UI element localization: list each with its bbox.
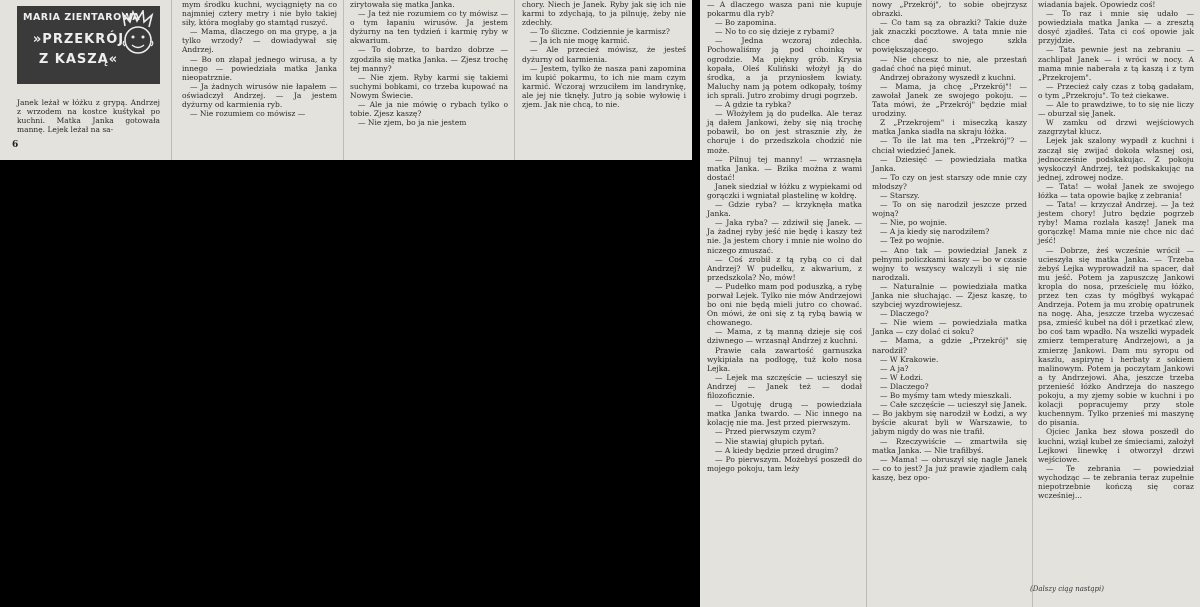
paragraph: — To dobrze, to bardzo dobrze — zgodziła się matka Janka. — Zjesz trochę tej manny? (350, 45, 508, 73)
paragraph: — Tata pewnie jest na zebraniu — zachlipał Janek — i wróci w nocy. A mama mnie naberała z tą kaszą i z tym „Przekrojem". (1038, 45, 1194, 82)
story-title (31, 30, 126, 70)
paragraph: — A kiedy będzie przed drugim? (715, 445, 839, 455)
title-line-1: »PRZEKRÓJ (32, 32, 125, 47)
paragraph: — Lejek ma szczęście — ucieszył się Andrzej — Janek też — dodał filozoficznie. (707, 372, 862, 401)
paragraph: — Ja też nie rozumiem co ty mówisz — o tym łapaniu wirusów. Ja jestem dyżurny na ten tydzień i karmię ryby w akwarium. (350, 9, 508, 46)
paragraph: — Coś zrobił z tą rybą co ci dał Andrzej? W pudełku, z akwarium, z przedszkola? No, mów! (707, 254, 862, 282)
paragraph: — Ugotuję drugą — powiedziała matka Janka twardo. — Nic innego na kolację nie ma. Jest przed pierwszym. (707, 400, 862, 428)
paragraph: — Pudełko mam pod poduszką, a rybę porwał Lejek. Tylko nie mów Andrzejowi bo oni nie będą mieli jutro co chować. On mówi, że oni się z tą rybą bawią w chowanego. (707, 281, 862, 328)
paragraph: — Ja żadnych wirusów nie łapałem — oświadczył Andrzej. — Ja jestem dyżurny od karmienia ryb. (182, 81, 337, 110)
paragraph: nowy „Przekrój", to sobie obejrzysz obrazki. (872, 0, 1027, 19)
paragraph: — Naturalnie — powiedziała matka Janka nie słuchając. — Zjesz kaszę, to szybciej wyzdrowiejesz. (872, 281, 1027, 310)
paragraph: — Mama! — obruszył się nagle Janek — co to jest? Ja już prawie zjadłem całą kaszę, bez opo- (872, 454, 1027, 482)
cartoon-face-icon (121, 10, 155, 62)
paragraph: — Pilnuj tej manny! — wrzasnęła matka Janka. — Bzika można z wami dostać! (707, 154, 862, 182)
paragraph: — Włożyłem ją do pudełka. Ale teraz ją dałem Jankowi, żeby się nią trochę pobawił, bo on jest strasznie zły, że choruje i do przedszkola chodzić nie może. (707, 109, 862, 155)
left-column-1 (17, 98, 160, 134)
paragraph: wiadania bajek. Opowiedz coś! (1038, 0, 1156, 9)
paragraph: — Nie wiem — powiedziała matka Janka — czy dolać ci soku? (872, 318, 1027, 337)
paragraph: — Nie zjem. Ryby karmi się takiemi suchymi bobkami, co trzeba kupować na Nowym Świecie. (350, 72, 508, 100)
paragraph: — Całe szczęście — ucieszył się Janek. — Bo jakbym się narodził w Łodzi, a wy byście akurat byli w Warszawie, to jabym nigdy do was nie trafił. (872, 400, 1027, 437)
left-page (0, 0, 692, 160)
title-box (17, 6, 160, 84)
paragraph: — Nie stawiaj głupich pytań. (715, 436, 825, 446)
paragraph: — To czy on jest starszy ode mnie czy młodszy? (872, 172, 1027, 191)
paragraph: — Te zebrania — powiedział wychodząc — te zebrania teraz zupełnie niepotrzebnie kończą się coraz wcześniej... (1038, 463, 1194, 501)
left-column-4 (522, 0, 686, 109)
paragraph: — A ja kiedy się narodziłem? (880, 227, 990, 237)
paragraph: — Po pierwszym. Możebyś poszedł do mojego pokoju, tam leży (707, 454, 862, 473)
paragraph: — Dziesięć — powiedziała matka Janka. (872, 154, 1027, 173)
paragraph: — Ano tak — powiedział Janek z pełnymi policzkami kaszy — bo w czasie wojny to wszyscy walczyli i się nie narodzali. (872, 245, 1027, 282)
paragraph: Lejek jak szalony wypadł z kuchni i zaczął się zwijać dokoła własnej osi, jednocześnie podskakując. Z pokoju wyskoczył Andrzej, też podskakując na jednej, zdrowej nodze. (1038, 136, 1194, 182)
paragraph: — Rzeczywiście — zmartwiła się matka Janka. — Nie trafiłbyś. (872, 436, 1027, 455)
paragraph: Janek siedział w łóżku z wypiekami od gorączki i wgniatał plastelinę w kołdrę. (707, 181, 862, 200)
paragraph: — Starszy. (880, 190, 920, 200)
right-page (700, 0, 1200, 607)
left-column-3 (350, 0, 508, 127)
paragraph: — W Krakowie. (880, 354, 939, 364)
paragraph: — Mama, dlaczego on ma grypę, a ja tylko wrzody? — dowiadywał się Andrzej. (182, 27, 337, 55)
paragraph: — Mama, ja chcę „Przekrój"! — zawołał Janek ze swojego pokoju. — Tata mówi, że „Przekrój" będzie miał urodziny. (872, 81, 1027, 119)
paragraph: — No to co się dzieje z rybami? (715, 27, 835, 37)
paragraph: — A ja? (880, 363, 909, 373)
right-column-3 (1038, 0, 1194, 500)
column-rule (866, 0, 867, 607)
paragraph: — Nie chcesz to nie, ale przestań gadać choć na pięć minut. (872, 54, 1027, 73)
paragraph: — W Łodzi. (880, 372, 924, 382)
paragraph: — To ile lat ma ten „Przekrój"? — chciał wiedzieć Janek. (872, 136, 1027, 155)
paragraph: — Ale ja nie mówię o rybach tylko o tobie. Zjesz kaszę? (350, 100, 508, 119)
paragraph: — To śliczne. Codziennie je karmisz? (530, 27, 670, 37)
paragraph: — Tata! — krzyczał Andrzej. — Ja też jestem chory! Jutro będzie pogrzeb ryby! Mama rozlała kaszę! Janek ma gorączkę! Mama mnie nie chce nic dać jeść! (1038, 200, 1194, 246)
paragraph: — Bo zapomina. (715, 18, 777, 28)
page-number: 6 (12, 140, 19, 150)
paragraph: — Co tam są za obrazki? Takie duże jak znaczki pocztowe. A tata mnie nie chce dać swojego szkła powiększającego. (872, 18, 1027, 55)
column-rule (1032, 0, 1033, 607)
paragraph: — Ale przecież mówisz, że jesteś dyżurny od karmienia. (522, 45, 686, 64)
paragraph: — Mama, a gdzie „Przekrój" się narodził? (872, 336, 1027, 355)
paragraph: — To raz i mnie się udało — powiedziała matka Janka — a zresztą dosyć zjadłeś. Tata ci coś opowie jak przyjdzie. (1038, 9, 1194, 46)
paragraph: — Gdzie ryba? — krzyknęła matka Janka. (707, 200, 862, 219)
paragraph: — Przecież cały czas z tobą gadałam, o tym „Przekroju". To też ciekawe. (1038, 81, 1194, 100)
paragraph: zirytowała się matka Janka. (350, 0, 455, 9)
paragraph: Janek leżał w łóżku z grypą. Andrzej z wrzodem na kostce kuśtykał po kuchni. Matka Janka gotowała mannę. Lejek leżał na sa- (17, 98, 160, 135)
paragraph: W zamku od drzwi wejściowych zazgrzytał klucz. (1038, 118, 1194, 137)
paragraph: chory. Niech je Janek. Ryby jak się ich nie karmi to zdychają, to ja pilnuję, żeby nie zdechły. (522, 0, 686, 28)
paragraph: — Przed pierwszym czym? (715, 427, 816, 437)
title-line-2: Z KASZĄ« (38, 52, 119, 67)
paragraph: — Ale to prawdziwe, to to się nie liczy — oburzał się Janek. (1038, 100, 1194, 119)
paragraph: — Bo myśmy tam wtedy mieszkali. (880, 391, 1012, 401)
paragraph: — Jestem, tylko że nasza pani zapomina im kupić pokarmu, to ich nie mam czym karmić. Wczoraj wrzuciłem im landrynkę, ale jej nie tknęły. Jutro ją sobie wyłowię i zjem. Jak nie chcą, to nie. (522, 63, 686, 110)
paragraph: — Też po wojnie. (880, 236, 945, 246)
paragraph: — Tata! — wołał Janek ze swojego łóżka — tata opowie bajkę z zebrania! (1038, 181, 1194, 200)
left-column-2 (182, 0, 337, 118)
paragraph: — To on się narodził jeszcze przed wojną? (872, 200, 1027, 219)
paragraph: — Dlaczego? (880, 309, 929, 319)
to-be-continued: (Dalszy ciąg nastąpi) (1030, 585, 1104, 593)
right-column-2 (872, 0, 1027, 482)
paragraph: Andrzej obrażony wyszedł z kuchni. (880, 72, 1016, 82)
paragraph: — Mama, z tą manną dzieje się coś dziwnego — wrzasnął Andrzej z kuchni. (707, 327, 862, 346)
paragraph: — Ja ich nie mogę karmić. (530, 36, 630, 46)
paragraph: — A dlaczego wasza pani nie kupuje pokarmu dla ryb? (707, 0, 862, 19)
paragraph: — Bo on złapał jednego wirusa, a ty innego — powiedziała matka Janka nieopatrznie. (182, 54, 337, 82)
column-rule (343, 0, 344, 160)
paragraph: Z „Przekrojem" i miseczką kaszy matka Janka siadła na skraju łóżka. (872, 118, 1027, 137)
paragraph: — Nie, po wojnie. (880, 218, 948, 228)
paragraph: — Jaka ryba? — zdziwił się Janek. — Ja żadnej ryby jeść nie będę i kaszy też nie. Ja jestem chory i mnie nie wolno do niczego zmuszać. (707, 218, 862, 255)
paragraph: — Dobrze, żeś wcześnie wrócił — ucieszyła się matka Janka. — Trzeba żebyś Lejka wyprowadził na spacer, dał mu jeść. Potem ja zapuszczę Jankowi kropla do nosa, prześcielę mu łóżko, przez ten czas ty mógłbyś wykąpać Andrzeja. Potem ja mu zrobię opatrunek na nogę. Aha, jeszcze trzeba wyczesać psa, zmieść kubeł na dół i przetkać zlew, bo coś tam wpadło. Na wszelki wypadek zmierz temperaturę Andrzejowi, a ja zmierzę Jankowi. Dam mu syropu od kaszlu, aspirynę i herbaty z sokiem malinowym. Potem ja poczytam Jankowi a ty Andrzejowi. Aha, jeszcze trzeba przenieść łóżko Andrzeja do naszego pokoju, a my zjemy sobie w kuchni i po kolacji popracujemy przy stole kuchennym. Tylko przenieś mi maszynę do pisania. (1038, 245, 1194, 428)
author-name: MARIA ZIENTAROWA (23, 12, 141, 23)
paragraph: Prawie cała zawartość garnuszka wykipiała na podłogę, tuż koło nosa Lejka. (707, 345, 862, 373)
paragraph: — Nie zjem, bo ja nie jestem (358, 118, 467, 128)
paragraph: mym środku kuchni, wyciągnięty na co najmniej cztery metry i nie było takiej siły, która mogłaby go stamtąd ruszyć. (182, 0, 337, 28)
paragraph: — A gdzie ta rybka? (715, 100, 791, 110)
right-column-1 (707, 0, 862, 473)
column-rule (171, 0, 172, 160)
paragraph: — Dlaczego? (880, 381, 929, 391)
column-rule (514, 0, 515, 160)
paragraph: — Nie rozumiem co mówisz — (190, 109, 306, 119)
paragraph: Ojciec Janka bez słowa poszedł do kuchni, wziął kubeł ze śmieciami, założył Lejkowi linewkę i otworzył drzwi wejściowe. (1038, 427, 1194, 464)
paragraph: — Jedna wczoraj zdechła. Pochowaliśmy ją pod choinką w ogrodzie. Ma piękny grób. Krysia kopała, Oleś Kuliński włożył ją do środka, a ja przyniosłem kwiaty. Maluchy nam ją potem odkopały, tośmy ich sprali. Jutro zrobimy drugi pogrzeb. (707, 36, 862, 100)
